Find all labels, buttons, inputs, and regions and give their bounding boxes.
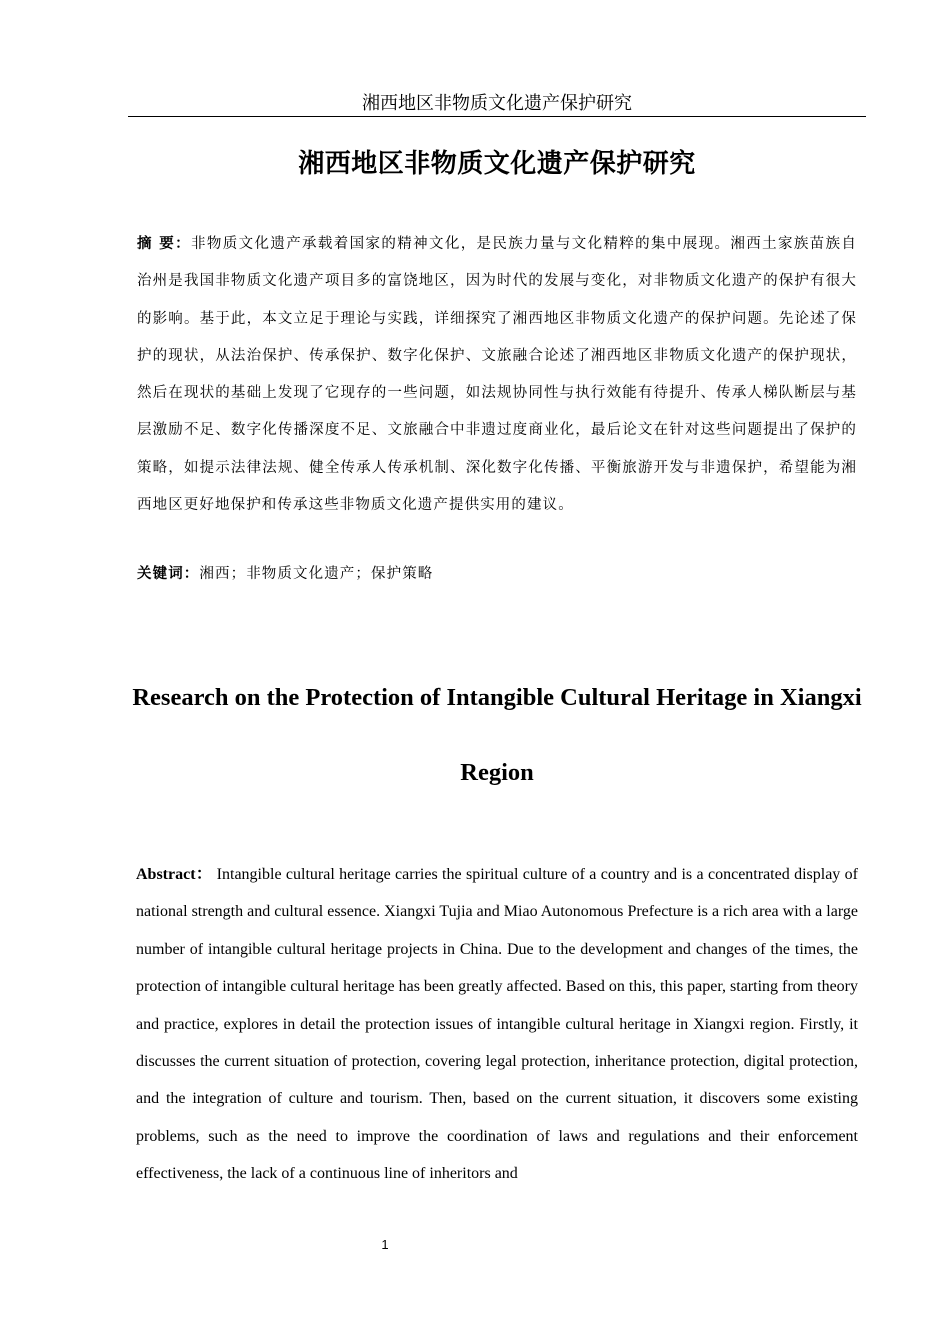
running-header: 湘西地区非物质文化遗产保护研究 <box>362 93 632 114</box>
english-abstract <box>136 856 858 1193</box>
english-abstract-label: Abstract： <box>136 866 213 883</box>
chinese-abstract <box>137 226 857 524</box>
chinese-keywords <box>137 560 857 588</box>
page-number: 1 <box>381 1237 389 1252</box>
header-rule <box>128 116 866 117</box>
english-title: Research on the Protection of Intangible Cultural Heritage in Xiangxi Region <box>132 684 862 786</box>
chinese-abstract-label: 摘 要： <box>137 236 192 252</box>
chinese-keywords-label: 关键词： <box>137 566 200 582</box>
chinese-abstract-text: 非物质文化遗产承载着国家的精神文化，是民族力量与文化精粹的集中展现。湘西土家族苗族自治州是我国非物质文化遗产项目多的富饶地区，因为时代的发展与变化，对非物质文化遗产的保护有很大的影响。基于此，本文立足于理论与实践，详细探究了湘西地区非物质文化遗产的保护问题。先论述了保护的现状，从法治保护、传承保护、数字化保护、文旅融合论述了湘西地区非物质文化遗产的保护现状，然后在现状的基础上发现了它现存的一些问题，如法规协同性与执行效能有待提升、传承人梯队断层与基层激励不足、数字化传播深度不足、文旅融合中非遗过度商业化，最后论文在针对这些问题提出了保护的策略，如提示法律法规、健全传承人传承机制、深化数字化传播、平衡旅游开发与非遗保护，希望能为湘西地区更好地保护和传承这些非物质文化遗产提供实用的建议。 <box>137 236 858 514</box>
english-abstract-text: Intangible cultural heritage carries the spiritual culture of a country and is a concentrated display of national strength and cultural essence. Xiangxi Tujia and Miao Autonomous Prefecture is a rich area with a large number of intangible cultural heritage projects in China. Due to the development and changes of the times, the protection of intangible cultural heritage has been greatly affected. Based on this, this paper, starting from theory and practice, explores in detail the protection issues of intangible cultural heritage in Xiangxi region. Firstly, it discusses the current situation of protection, covering legal protection, inheritance protection, digital protection, and the integration of culture and tourism. Then, based on the current situation, it discovers some existing problems, such as the need to improve the coordination of laws and regulations and their enforcement effectiveness, the lack of a continuous line of inheritors and <box>136 866 859 1183</box>
chinese-title: 湘西地区非物质文化遗产保护研究 <box>298 149 696 179</box>
chinese-keywords-text: 湘西；非物质文化遗产；保护策略 <box>199 566 434 582</box>
